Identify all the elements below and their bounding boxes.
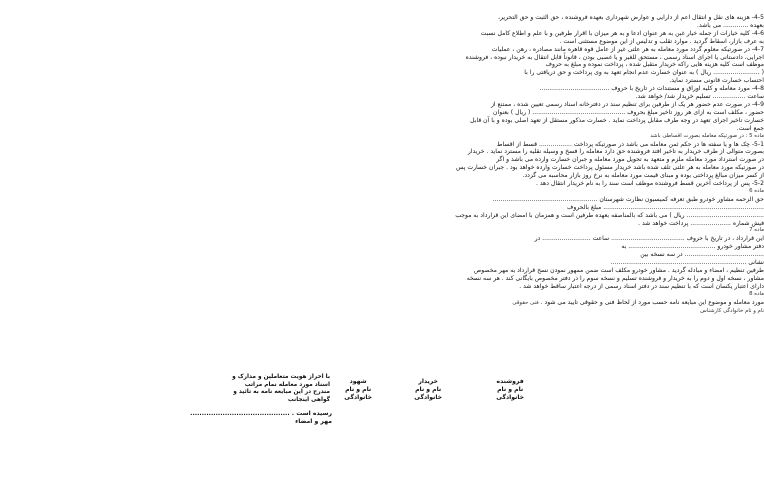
clause-line: 4-7- در صورتیکه معلوم گردد مورد معامله به هر علتی غیر از عامل قوه قاهره مانند مصادره ، رهن ، عملیات [491,45,764,53]
clause-line: نشانی ...................................................................... [610,259,764,267]
advisor-verification-note [222,374,330,404]
clause-line: ساعت ................. تسلیم خریدار شد/ خواهد شد. [635,93,764,101]
clause-line: در صورت استرداد مورد معامله ملزم و متعهد به تحویل مورد معامله و جبران خسارت وارده می باشد و اگر [496,156,764,164]
verification-line: اسناد مورد معامله نمام مراتب [244,381,330,388]
clause-line: ......................................... در سه نسخه بین [640,251,764,259]
buyer-signature-block [414,378,442,402]
clause-line: اجرایی، دادستانی یا اجرای اسناد رسمی ، مستحق للغیر و یا غصبی بودن ، قانوناً قابل انتقال به خریدار نبوده ، فروشنده [465,53,764,61]
witness-signature-block [344,378,372,402]
clause-line: دفتر مشاور خودرو ............................................. به [621,243,764,251]
clause-line: جمع است. [736,124,764,132]
seller-label: فروشنده [496,378,524,385]
clause-line: طرفین تنظیم ، امضاء و مبادله گردید . مشاور خودرو مکلف است ضمن ممهور نمودن نسخ قرارداد به مهر مخصوص [473,267,764,274]
seller-name-label: نام و نام [497,386,524,393]
clause-line: 4-9- در صورت عدم حضور هر یک از طرفین برای تنظیم سند در دفترخانه اسناد رسمی تعیین شده ، ممتنع از [490,100,764,108]
verification-line: مندرج در این مبایعه نامه به تائید و [233,389,330,396]
clause-line: بصورت متوالی از طرف خریدار به تاخیر افتد فروشنده حق دارد معامله را فسخ و وسیله نقلیه را مسترد نماید . خریدار [467,148,764,156]
buyer-name-label: نام و نام [415,386,442,393]
witness-family-label: خانوادگی [344,394,372,401]
clause-line: دارای اعتبار یکسان است که با تنظیم سند در دفتر اسناد رسمی از درجه اعتبار ساقط خواهد شد . [519,282,764,290]
buyer-label: خریدار [418,378,438,385]
verification-line: با احراز هویت متعاملین و مدارک و [232,374,330,380]
clause-line: بعهده ............. می باشد. [697,21,764,29]
expert-name-label: نام و نام خانوادگی کارشناس [700,307,764,314]
clause-line: احتساب خسارت قانونی مسترد نماید. [669,77,764,85]
section-heading: ماده 6 [749,187,764,194]
clause-line: خسارت تاخیر اجرای تعهد در وجه طرف مقابل پرداخت نماید . خسارت مذکور مستقل از تعهد اصلی بوده و با آن قابل [470,116,764,124]
seller-family-label: خانوادگی [496,394,524,401]
section-heading: ماده 7 [749,227,764,234]
buyer-family-label: خانوادگی [414,394,442,401]
clause-line: 4-8- مورد معامله و کلیه اوراق و مستندات در تاریخ با حروف .................................... [539,85,764,93]
section-heading: ماده 5 : در صورتیکه معامله بصورت اقساطی باشد [650,132,764,139]
clause-line [218,299,764,308]
clause-line: 5-2- پس از پرداخت آخرین قسط فروشنده موظف است سند را به نام خریدار انتقال دهد . [535,180,764,188]
clause-line: در صورتیکه مورد معامله به هر علتی تلف شده باشد خریدار مسئول پرداخت خسارت وارده خواهد بود . جبران خسارت پس [455,164,764,172]
seller-signature-block [496,378,524,402]
clause-line: 4-5- هزینه های نقل و انتقال اعم از دارایی و عوارض شهرداری بعهده فروشنده ، حق الثبت و حق التحریر، [498,14,764,21]
clause-line: از کسر میزان مبالغ پرداختی بوده و مبنای قیمت مورد معامله به نرخ روز بازار محاسبه می گردد. [522,172,764,180]
verification-line: گواهی اینجانب [287,396,330,403]
contract-clauses [218,14,764,315]
signature-section [190,374,530,434]
clause-line: به عرف بازار، اسقاط گردید . موارد تقلب و تدلیس از این موضوع مستثنی است . [559,37,764,45]
clause-line: فیش شماره ..................... پرداخت خواهد شد . [638,219,764,227]
witness-label: شهود [349,378,367,385]
seal-and-signature-label: مهر و امضاء [295,418,332,425]
witness-name-label: نام و نام [345,386,372,393]
clause-line: موظف است کلیه هزینه هایی راکه خریدار متقبل شده ، پرداخت نموده و مبلغ به حروف [545,61,764,69]
clause-line: حق الزحمه مشاور خودرو طبق تعرفه کمیسیون نظارت شهرستان ...................................................... [492,195,764,203]
receipt-blank: ........................................... [190,410,290,417]
clause-line: ( ........................ ریال ) به عنوان خسارت عدم انجام تعهد به وی پرداخت و حق دریافتی را با [524,69,764,77]
receipt-line [190,410,332,418]
clause-line: مشاور ، نسخه اول و دوم را به خریدار و فروشنده تسلیم و نسخه سوم را در دفتر مخصوص بایگانی کند . هر سه نسخه [466,274,764,282]
section-heading: ماده 8 [749,290,764,297]
clause-text: مورد معامله و موضوع این مبایعه نامه حسب مورد از لحاظ فنی و حقوقی تایید می شود . [540,298,764,306]
clause-line: حضور ، مکلف است به ازای هر روز تاخیر مبلغ بحروف ................................................ ( ریال ) بعنوان [493,108,764,116]
clause-line: ................................................................................... مبلغ بالحروف [567,203,764,211]
clause-line: 4-6- کلیه خیارات از جمله خیار غبن به هر عنوان ادعا و به هر میزان با اقرار طرفین و با علم و اطلاع کامل نسبت [480,29,764,37]
receipt-label: رسیده است . [291,410,332,417]
clause-line: ........................................ ریال ) می باشد که بالمناصفه بعهده طرفین است و همزمان با امضای این قرارداد به موجب [455,211,764,219]
approval-type: فنی حقوقی [512,299,539,306]
clause-line: این قرارداد ، در تاریخ با حروف ...................................... ساعت ......................... در [534,235,764,243]
clause-line: 5-1- چک ها و یا سفته ها در حکم ثمن معامله می باشد در صورتیکه پرداخت ................. قسط از اقساط [496,140,764,148]
